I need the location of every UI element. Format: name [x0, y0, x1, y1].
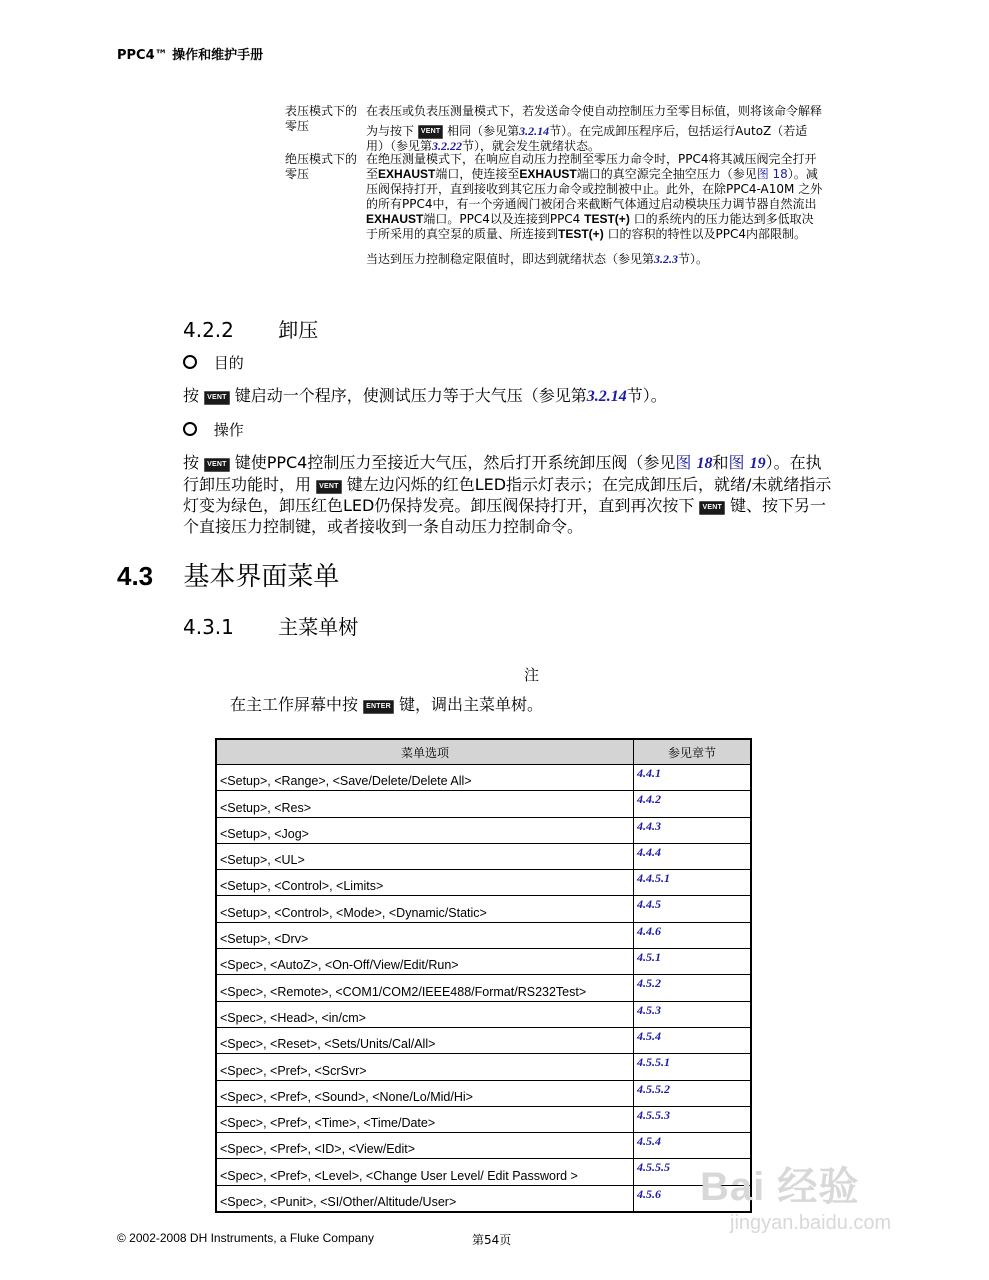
- vent-key-icon: VENT: [204, 458, 229, 472]
- menu-option-cell: <Spec>, <Pref>, <ID>, <View/Edit>: [216, 1133, 634, 1159]
- vent-key-icon: VENT: [699, 501, 724, 515]
- section-ref[interactable]: 3.2.14: [519, 124, 550, 138]
- watermark-logo: Bai 经验: [700, 1165, 860, 1209]
- table-row: [216, 1106, 751, 1132]
- footer-page-number: 第54页: [472, 1233, 512, 1247]
- section-ref-link[interactable]: 4.4.5: [637, 897, 661, 912]
- table-row: [216, 843, 751, 869]
- op-line-4: 个直接压力控制键，或者接收到一条自动压力控制命令。: [183, 517, 584, 536]
- footer-copyright: © 2002-2008 DH Instruments, a Fluke Company: [117, 1231, 374, 1245]
- section-title: 卸压: [278, 318, 319, 342]
- section-ref-link[interactable]: 4.4.2: [637, 792, 661, 807]
- section-ref-link[interactable]: 4.5.5.1: [637, 1055, 670, 1070]
- menu-option-cell: <Spec>, <Pref>, <Level>, <Change User Level/ Edit Password >: [216, 1159, 634, 1185]
- bullet-circle-icon: [183, 422, 197, 436]
- section-ref-link[interactable]: 4.5.4: [637, 1028, 661, 1043]
- section-ref-link[interactable]: 4.5.2: [637, 976, 661, 991]
- table-row: [216, 817, 751, 843]
- section-ref-link[interactable]: 4.4.6: [637, 923, 661, 938]
- section-ref-cell: [634, 791, 752, 817]
- menu-option-cell: <Setup>, <Control>, <Mode>, <Dynamic/Static>: [216, 896, 634, 922]
- menu-option-cell: <Spec>, <Reset>, <Sets/Units/Cal/All>: [216, 1027, 634, 1053]
- note-label: 注: [524, 666, 540, 684]
- section-ref[interactable]: 3.2.3: [654, 252, 679, 266]
- table-row: [216, 975, 751, 1001]
- section-ref-cell: [634, 896, 752, 922]
- table-row: [216, 791, 751, 817]
- section-ref-link[interactable]: 4.5.5.2: [637, 1081, 670, 1096]
- section-ref-cell: [634, 817, 752, 843]
- abs-line-1: 在绝压测量模式下，在响应自动压力控制至零压力命令时，PPC4将其减压阀完全打开: [366, 152, 817, 166]
- operation-subheading: 操作: [183, 419, 244, 440]
- section-4-3-heading: [117, 556, 339, 593]
- section-ref[interactable]: 3.2.22: [432, 139, 463, 153]
- section-ref-cell: [634, 949, 752, 975]
- abs-line-4: 的所有PPC4中，有一个旁通阀门被闭合来截断气体通过启动模块压力调节器自然流出: [366, 197, 817, 211]
- absolute-zero-term: 绝压模式下的零压: [285, 152, 358, 181]
- section-ref-cell: [634, 1027, 752, 1053]
- gauge-line-3: 用）（参见第3.2.22节），就会发生就绪状态。: [366, 139, 601, 153]
- gauge-zero-definition: [366, 104, 858, 154]
- menu-option-cell: <Spec>, <Pref>, <Sound>, <None/Lo/Mid/Hi>: [216, 1080, 634, 1106]
- abs-line-7: 当达到压力控制稳定限值时，即达到就绪状态（参见第3.2.3节）。: [366, 252, 709, 266]
- section-ref-cell: [634, 1054, 752, 1080]
- section-ref-cell: [634, 1080, 752, 1106]
- section-number: 4.2.2: [183, 318, 234, 342]
- menu-option-cell: <Setup>, <Jog>: [216, 817, 634, 843]
- enter-key-icon: ENTER: [363, 700, 394, 714]
- section-ref-link[interactable]: 4.5.5.5: [637, 1160, 670, 1175]
- table-row: [216, 1027, 751, 1053]
- gauge-line-1: 在表压或负表压测量模式下，若发送命令使自动控制压力至零目标值，则将该命令解释: [366, 104, 823, 118]
- menu-option-cell: <Spec>, <Pref>, <Time>, <Time/Date>: [216, 1106, 634, 1132]
- section-title: 主菜单树: [278, 615, 359, 639]
- page-header-title: PPC4™ 操作和维护手册: [117, 48, 264, 63]
- menu-option-cell: <Setup>, <Res>: [216, 791, 634, 817]
- vent-key-icon: VENT: [204, 391, 229, 405]
- table-row: [216, 922, 751, 948]
- menu-option-cell: <Setup>, <Range>, <Save/Delete/Delete All>: [216, 765, 634, 791]
- section-ref-cell: [634, 975, 752, 1001]
- menu-option-cell: <Setup>, <Control>, <Limits>: [216, 870, 634, 896]
- table-row: [216, 1001, 751, 1027]
- table-row: [216, 1054, 751, 1080]
- figure-ref[interactable]: 图 18: [756, 167, 788, 181]
- note-text: 在主工作屏幕中按 ENTER 键，调出主菜单树。: [230, 695, 543, 714]
- abs-line-6: 于所采用的真空泵的质量、所连接到TEST(+) 口的容积的特性以及PPC4内部限制。: [366, 227, 806, 241]
- section-number: 4.3: [117, 561, 154, 591]
- bullet-circle-icon: [183, 355, 197, 369]
- table-header-row: [216, 739, 751, 765]
- table-row: [216, 1133, 751, 1159]
- table-row: [216, 1159, 751, 1185]
- menu-option-cell: <Spec>, <Punit>, <SI/Other/Altitude/User>: [216, 1185, 634, 1212]
- vent-key-icon: VENT: [316, 480, 341, 494]
- section-ref-link[interactable]: 4.5.3: [637, 1002, 661, 1017]
- section-ref-link[interactable]: 4.5.5.3: [637, 1107, 670, 1122]
- menu-option-cell: <Spec>, <Head>, <in/cm>: [216, 1001, 634, 1027]
- purpose-subheading: 目的: [183, 352, 244, 373]
- table-row: [216, 949, 751, 975]
- column-header-menu: 菜单选项: [216, 739, 634, 765]
- op-line-2: 行卸压功能时，用 VENT 键左边闪烁的红色LED指示灯表示；在完成卸压后，就绪/未就绪指示: [183, 475, 832, 494]
- section-ref-link[interactable]: 4.4.4: [637, 844, 661, 859]
- table-row: [216, 1185, 751, 1212]
- section-ref[interactable]: 3.2.14: [586, 388, 627, 405]
- section-4-2-2-heading: [183, 314, 318, 343]
- abs-line-5: EXHAUST端口。PPC4以及连接到PPC4 TEST(+) 口的系统内的压力能达到多低取决: [366, 212, 814, 226]
- section-ref-link[interactable]: 4.4.3: [637, 818, 661, 833]
- section-number: 4.3.1: [183, 615, 234, 639]
- absolute-zero-definition: [366, 152, 858, 267]
- section-ref-link[interactable]: 4.5.4: [637, 1134, 661, 1149]
- section-ref-link[interactable]: 4.4.1: [637, 766, 661, 780]
- section-ref-cell: [634, 843, 752, 869]
- watermark-url: jingyan.baidu.com: [730, 1212, 892, 1234]
- table-row: [216, 1080, 751, 1106]
- op-line-3: 灯变为绿色，卸压红色LED仍保持发亮。卸压阀保持打开，直到再次按下 VENT 键、按下另一: [183, 496, 827, 515]
- section-ref-cell: [634, 870, 752, 896]
- menu-option-cell: <Setup>, <UL>: [216, 843, 634, 869]
- section-ref-cell: [634, 922, 752, 948]
- gauge-line-2: 为与按下 VENT 相同（参见第3.2.14节）。在完成卸压程序后，包括运行AutoZ（若适: [366, 124, 808, 138]
- menu-option-cell: <Setup>, <Drv>: [216, 922, 634, 948]
- abs-line-2: 至EXHAUST端口，使连接至EXHAUST端口的真空源完全抽空压力（参见图 18）。减: [366, 167, 818, 181]
- menu-option-cell: <Spec>, <Remote>, <COM1/COM2/IEEE488/Format/RS232Test>: [216, 975, 634, 1001]
- watermark: [700, 1155, 950, 1245]
- column-header-section: 参见章节: [634, 739, 752, 765]
- section-ref-cell: [634, 765, 752, 791]
- op-line-1: 按 VENT 键使PPC4控制压力至接近大气压，然后打开系统卸压阀（参见图 18和图 19）。在执: [183, 453, 822, 472]
- table-row: [216, 765, 751, 791]
- menu-option-cell: <Spec>, <Pref>, <ScrSvr>: [216, 1054, 634, 1080]
- menu-tree-table: [215, 738, 752, 1213]
- section-4-3-1-heading: [183, 611, 358, 640]
- gauge-zero-term: 表压模式下的零压: [285, 104, 358, 133]
- figure-ref[interactable]: 图 18: [675, 453, 713, 472]
- abs-line-3: 压阀保持打开，直到接收到其它压力命令或控制被中止。此外，在除PPC4-A10M 之外: [366, 182, 823, 196]
- menu-option-cell: <Spec>, <AutoZ>, <On-Off/View/Edit/Run>: [216, 949, 634, 975]
- operation-paragraph: [183, 452, 883, 537]
- section-ref-cell: [634, 1106, 752, 1132]
- section-title: 基本界面菜单: [183, 562, 340, 592]
- section-ref-link[interactable]: 4.5.1: [637, 950, 661, 965]
- table-row: [216, 896, 751, 922]
- vent-key-icon: VENT: [418, 125, 443, 139]
- purpose-paragraph: 按 VENT 键启动一个程序，使测试压力等于大气压（参见第3.2.14节）。: [183, 386, 667, 405]
- section-ref-cell: [634, 1001, 752, 1027]
- section-ref-link[interactable]: 4.5.6: [637, 1186, 661, 1201]
- table-row: [216, 870, 751, 896]
- figure-ref[interactable]: 图 19: [728, 453, 766, 472]
- section-ref-link[interactable]: 4.4.5.1: [637, 871, 670, 886]
